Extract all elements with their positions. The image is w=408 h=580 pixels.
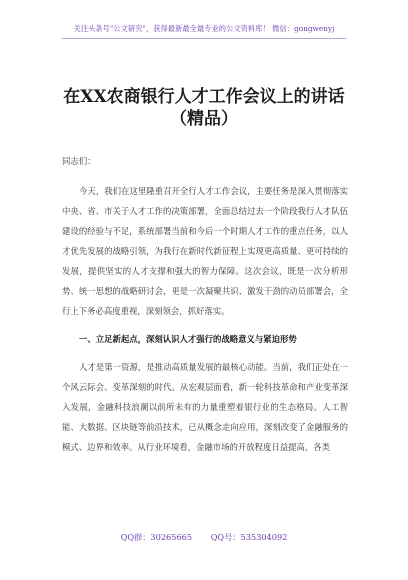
salutation: 同志们：: [62, 156, 96, 166]
paragraph-intro: 今天，我们在这里隆重召开全行人才工作会议，主要任务是深入贯彻落实中央、省、市关于人才工作的决策部署，全面总结过去一个阶段我行人才队伍建设的经验与不足，系统部署当前和今后一个时期人才工作的重点任务，以人才优先发展的战略引领，为我行在新时代新征程上实现更高质量、更可持续的发展，提供坚实的人才支撑和强大的智力保障。这次会议，既是一次分析形势、统一思想的战略研讨会，更是一次凝聚共识、激发干劲的动员部署会，全行上下务必高度重视，深刻领会，抓好落实。: [62, 186, 348, 316]
footer-qq-group: QQ群：30265665: [120, 532, 193, 542]
document-body: [62, 151, 348, 465]
footer-contact: [0, 532, 408, 543]
paragraph-section-1: 人才是第一资源，是推动高质量发展的最核心动能。当前，我们正处在一个风云际会、变革深刻的时代。从宏观层面看，新一轮科技革命和产业变革深入发展，金融科技浪潮以前所未有的力量重塑着银行业的生态格局。人工智能、大数据、区块链等前沿技术，已从概念走向应用，深刻改变了金融服务的模式、边界和效率。从行业环境看，金融市场的开放程度日益提高，各类: [62, 362, 348, 452]
header-promo-note: 关注头条号"公文研究"，获得最新最全最专业的公文资料库！ 微信：gongwenyj: [73, 24, 335, 33]
document-subtitle: （精品）: [170, 109, 238, 129]
footer-qq-number: QQ号：535304092: [210, 532, 288, 542]
document-title: 在XX农商银行人才工作会议上的讲话: [63, 87, 345, 107]
header-divider: [62, 38, 346, 39]
section-heading-1: 一、立足新起点，深刻认识人才强行的战略意义与紧迫形势: [79, 334, 297, 344]
